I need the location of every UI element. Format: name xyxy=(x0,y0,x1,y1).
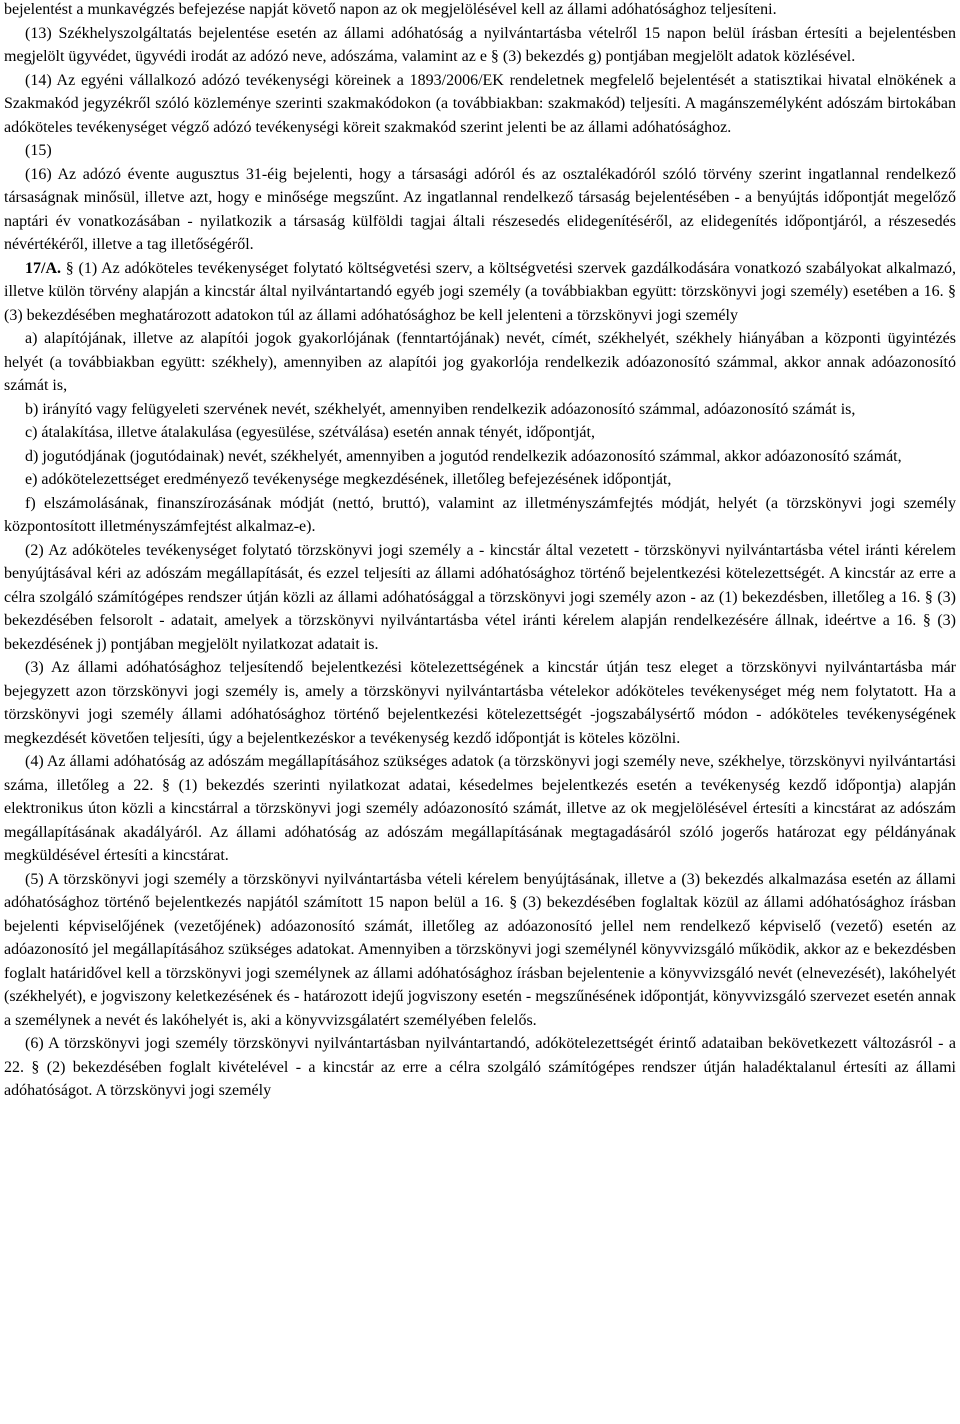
paragraph-13 xyxy=(4,22,956,69)
section-17a-paragraph-5 xyxy=(4,868,956,1033)
list-item-f xyxy=(4,492,956,539)
paragraph-text: (16) Az adózó évente augusztus 31-éig bejelenti, hogy a társasági adóról és az osztalékadóról szóló törvény szerint ingatlannal rendelkező társaságnak minősül, illetve azt, hogy e minősége megszűnt. Az ingatlannal rendelkező társaság bejelentésében - a benyújtás időpontját megelőző naptári év vonatkozásában - nyilatkozik a társaság külföldi tagjai általi részesedés elidegenítéséről, az elidegenítés időpontjáról, a részesedés névértékéről, illetve a tag illetőségéről. xyxy=(4,165,956,253)
paragraph-text: (6) A törzskönyvi jogi személy törzskönyvi nyilvántartásban nyilvántartandó, adókötelezettségét érintő adataiban bekövetkezett változásról - a 22. § (2) bekezdésében foglalt kivételével - a kincstár az erre a célra szolgáló számítógépes rendszer útján haladéktalanul értesíti az állami adóhatóságot. A törzskönyvi jogi személy xyxy=(4,1035,956,1099)
paragraph-text: (4) Az állami adóhatóság az adószám megállapításához szükséges adatok (a törzskönyvi jogi személy neve, székhelye, törzskönyvi nyilvántartási száma, illetőleg a 22. § (1) bekezdés szerinti nyilatkozat adatai, késedelmes bejelentkezés esetén a tevékenység kezdő időpontja) alapján elektronikus úton közli a kincstárral a törzskönyvi jogi személy adóazonosító számát, illetve az ok megjelölésével értesíti a kincstárat az adószám megállapításának akadályáról. Az állami adóhatóság az adószám megállapításának megtagadásáról szóló jogerős határozat egy példányának megküldésével értesíti a kincstárat. xyxy=(4,753,956,864)
paragraph-14 xyxy=(4,69,956,140)
section-17a-paragraph-2 xyxy=(4,539,956,657)
paragraph-text: b) irányító vagy felügyeleti szervének nevét, székhelyét, amennyiben rendelkezik adóazonosító számmal, adóazonosító számát is, xyxy=(25,400,856,418)
list-item-d xyxy=(4,445,956,469)
list-item-a xyxy=(4,327,956,398)
section-17a-paragraph-3 xyxy=(4,656,956,750)
paragraph-text: d) jogutódjának (jogutódainak) nevét, székhelyét, amennyiben a jogutód rendelkezik adóazonosító számmal, akkor adóazonosító számát, xyxy=(25,447,902,465)
paragraph-text: (3) Az állami adóhatósághoz teljesítendő bejelentkezési kötelezettségének a kincstár útján tesz eleget a törzskönyvi nyilvántartásba már bejegyzett azon törzskönyvi jogi személy is, amely a törzskönyvi nyilvántartásba vételekor adóköteles tevékenységet még nem folytatott. Ha a törzskönyvi jogi személy állami adóhatósághoz történő bejelentkezési kötelezettségét -jogszabálysértő módon - adóköteles tevékenységének megkezdését követően teljesíti, úgy a bejelentkezéskor a tevékenység kezdő időpontját is köteles közölni. xyxy=(4,659,956,747)
section-17a-paragraph-6 xyxy=(4,1032,956,1103)
paragraph-text: (14) Az egyéni vállalkozó adózó tevékenységi köreinek a 1893/2006/EK rendeletnek megfelelő bejelentését a statisztikai hivatal elnökének a Szakmakód jegyzékről szóló közleménye szerinti szakmakódokon (a továbbiakban: szakmakód) teljesíti. A magánszemélyként adószám birtokában adóköteles tevékenységet végző adózó tevékenységi köreit szakmakód szerint jelenti be az állami adóhatósághoz. xyxy=(4,71,956,136)
paragraph-text: f) elszámolásának, finanszírozásának módját (nettó, bruttó), valamint az illetményszámfejtés módját, helyét (a törzskönyvi jogi személy központosított illetményszámfejtést alkalmaz-e). xyxy=(4,494,956,535)
paragraph-15 xyxy=(4,139,956,163)
document-page xyxy=(4,0,956,1103)
paragraph-text: (5) A törzskönyvi jogi személy a törzskönyvi nyilvántartásba vételi kérelem benyújtásának, illetve a (3) bekezdés alkalmazása esetén az állami adóhatósághoz történő bejelentkezés napjától számított 15 napon belül a 16. § (3) bekezdésében foglaltak közül az állami adóhatósághoz írásban bejelenti képviselőjének (vezetőjének) adóazonosító számát, illetőleg az adóazonosító jellel nem rendelkező képviselő (vezető) esetén az adóazonosító jel megállapításához szükséges adatokat. Amennyiben a törzskönyvi jogi személynél könyvvizsgáló működik, akkor az e bekezdésben foglalt határidővel kell a törzskönyvi jogi személynek az állami adóhatósághoz írásban bejelentenie a könyvvizsgáló nevét (elnevezését), lakóhelyét (székhelyét), e jogviszony keletkezésének és - határozott idejű jogviszony esetén - megszűnésének időpontját, könyvvizsgáló szervezet esetén annak a személynek a nevét és lakóhelyét is, aki a könyvvizsgálatért személyében felelős. xyxy=(4,870,956,1029)
paragraph-text: § (1) Az adóköteles tevékenységet folytató költségvetési szerv, a költségvetési szervek gazdálkodására vonatkozó szabályokat alkalmazó, illetve külön törvény alapján a kincstár által nyilvántartandó egyéb jogi személy (a továbbiakban együtt: törzskönyvi jogi személy) esetében a 16. § (3) bekezdésében meghatározott adatokon túl az állami adóhatósághoz be kell jelenteni a törzskönyvi jogi személy xyxy=(4,259,956,324)
section-number: 17/A. xyxy=(25,259,61,277)
paragraph-text: (15) xyxy=(25,142,52,159)
paragraph-text: a) alapítójának, illetve az alapítói jogok gyakorlójának (fenntartójának) nevét, címét, székhelyét, székhely hiányában a központi ügyintézés helyét (a továbbiakban együtt: székhely), amennyiben az alapítói jog gyakorlója rendelkezik adóazonosító számmal, akkor annak adóazonosító számát is, xyxy=(4,330,956,394)
section-17a-paragraph-4 xyxy=(4,750,956,868)
list-item-b xyxy=(4,398,956,422)
list-item-e xyxy=(4,468,956,492)
list-item-c xyxy=(4,421,956,445)
section-17a-paragraph-1 xyxy=(4,257,956,328)
paragraph-16 xyxy=(4,163,956,257)
paragraph-text: (13) Székhelyszolgáltatás bejelentése esetén az állami adóhatóság a nyilvántartásba vételről 15 napon belül írásban értesíti a bejelentésben megjelölt ügyvédet, ügyvédi irodát az adózó neve, adószáma, valamint az e § (3) bekezdés g) pontjában megjelölt adatok közlésével. xyxy=(4,24,956,65)
paragraph-text: (2) Az adóköteles tevékenységet folytató törzskönyvi jogi személy a - kincstár által vezetett - törzskönyvi nyilvántartásba vétel iránti kérelem benyújtásával kéri az adószám megállapítását, és ezzel teljesíti az állami adóhatósághoz történő bejelentkezési kötelezettségét. A kincstár az erre a célra szolgáló számítógépes rendszer útján közli az állami adóhatósággal a törzskönyvi jogi személy azon - az (1) bekezdésben, illetőleg a 16. § (3) bekezdésében felsorolt - adatait, amelyek a törzskönyvi nyilvántartásba vétel iránti kérelem alapján rendelkezésére állnak, ideértve a 16. § (3) bekezdésének j) pontjában megjelölt nyilatkozat adatait is. xyxy=(4,541,956,653)
paragraph-text: e) adókötelezettséget eredményező tevékenysége megkezdésének, illetőleg befejezésének időpontját, xyxy=(25,471,672,488)
paragraph-text: bejelentést a munkavégzés befejezése napját követő napon az ok megjelölésével kell az állami adóhatósághoz teljesíteni. xyxy=(4,1,777,18)
paragraph-text: c) átalakítása, illetve átalakulása (egyesülése, szétválása) esetén annak tényét, időpontját, xyxy=(25,424,595,441)
paragraph-continuation xyxy=(4,0,956,22)
